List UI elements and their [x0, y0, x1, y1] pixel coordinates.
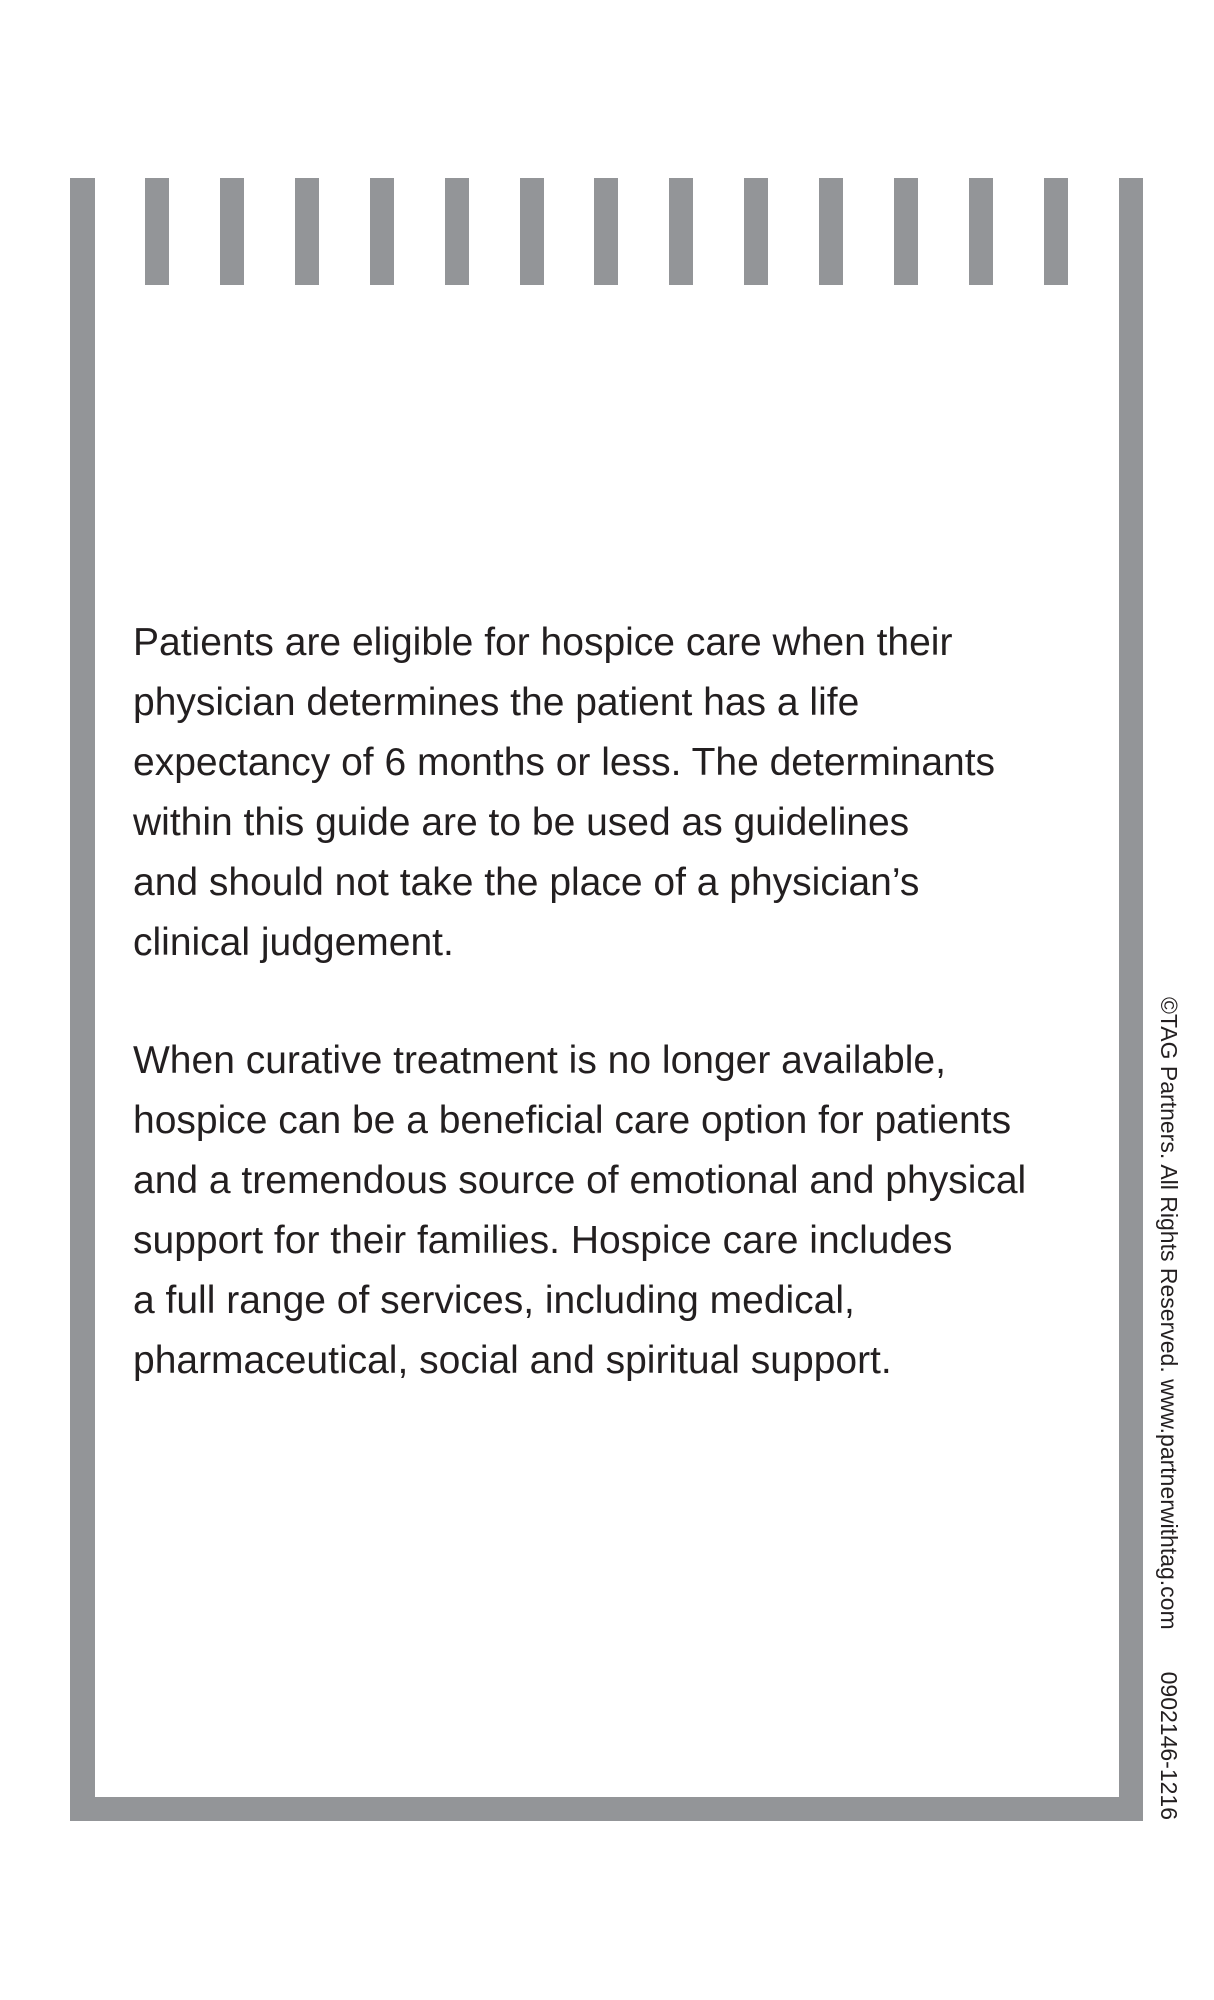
text-line: and should not take the place of a physician’s — [133, 861, 920, 904]
frame-border-right — [1119, 178, 1143, 1821]
binding-bar — [969, 178, 993, 285]
binding-bar — [594, 178, 618, 285]
document-id: 0902146-1216 — [1156, 1671, 1182, 1821]
text-line: clinical judgement. — [133, 921, 454, 964]
binding-bar — [744, 178, 768, 285]
binding-bar — [145, 178, 169, 285]
binding-bar — [669, 178, 693, 285]
binding-bar — [220, 178, 244, 285]
frame-border-left — [70, 178, 95, 1821]
frame-border-bottom — [70, 1797, 1143, 1821]
paragraph-eligibility — [133, 613, 1026, 973]
body-text — [133, 613, 1026, 1391]
text-line: hospice can be a beneficial care option for patients — [133, 1099, 1012, 1142]
binding-bar — [445, 178, 469, 285]
text-line: expectancy of 6 months or less. The determinants — [133, 741, 996, 784]
binding-bar — [295, 178, 319, 285]
text-line: When curative treatment is no longer available, — [133, 1039, 946, 1082]
paragraph-curative-treatment — [133, 1031, 1026, 1391]
text-line: Patients are eligible for hospice care when their — [133, 621, 953, 664]
binding-bars-row — [70, 178, 1143, 285]
binding-bar — [819, 178, 843, 285]
text-line: pharmaceutical, social and spiritual support. — [133, 1339, 892, 1382]
text-line: a full range of services, including medical, — [133, 1279, 855, 1322]
text-line: and a tremendous source of emotional and physical — [133, 1159, 1027, 1202]
text-line: within this guide are to be used as guidelines — [133, 801, 910, 844]
side-vertical-text — [1157, 997, 1180, 1820]
binding-bar — [1044, 178, 1068, 285]
binding-bar — [520, 178, 544, 285]
binding-bar — [370, 178, 394, 285]
text-line: physician determines the patient has a life — [133, 681, 860, 724]
text-line: support for their families. Hospice care includes — [133, 1219, 953, 1262]
binding-bar — [894, 178, 918, 285]
copyright-text: ©TAG Partners. All Rights Reserved. www.partnerwithtag.com — [1156, 997, 1182, 1630]
